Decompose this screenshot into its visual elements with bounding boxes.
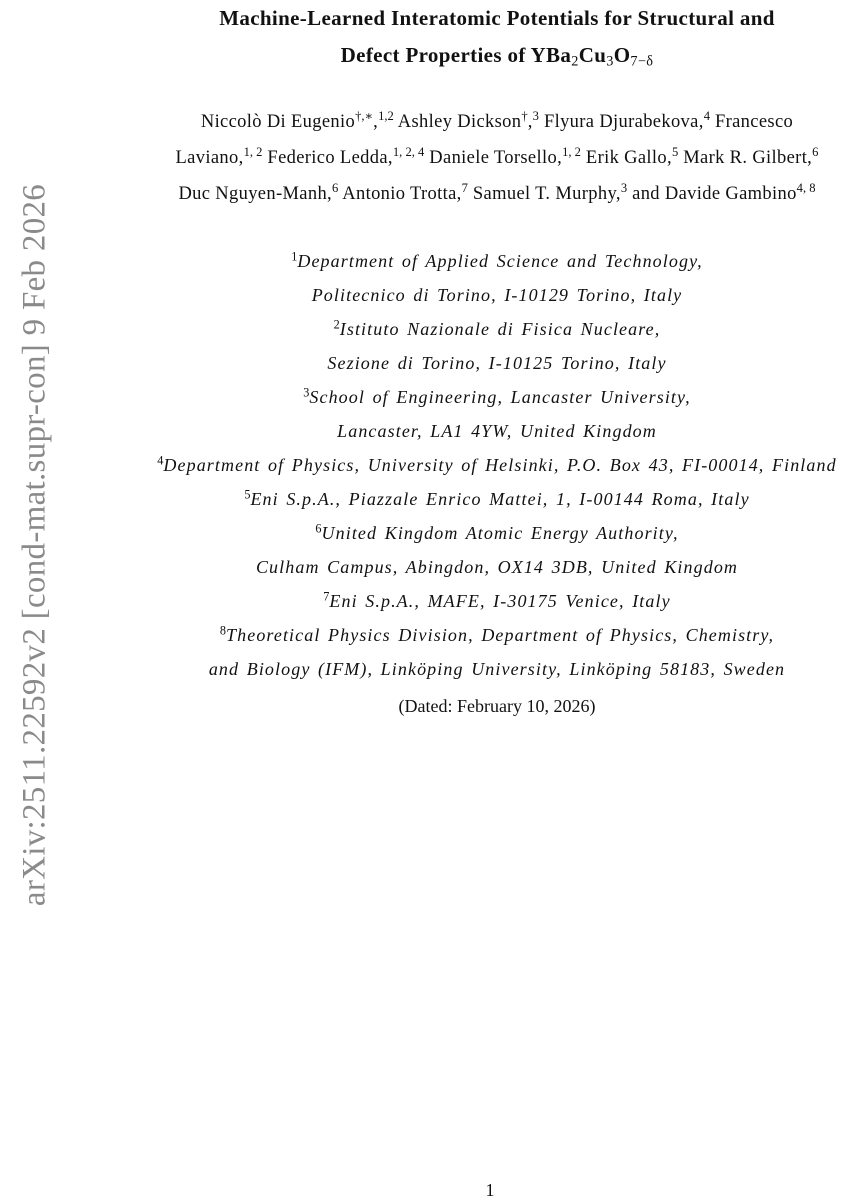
affiliation-line — [125, 618, 868, 652]
affiliation-text: and Biology (IFM), Linköping University, Linköping 58183, Sweden — [208, 659, 786, 679]
affiliation-number: 8 — [219, 623, 227, 638]
author-line — [125, 176, 868, 212]
affiliation-line — [125, 550, 868, 584]
affiliation-line — [125, 278, 868, 312]
author-line — [125, 140, 868, 176]
title-text: O — [613, 43, 631, 67]
affiliation-line — [125, 414, 868, 448]
author-affiliation-marks: 6 — [812, 145, 819, 160]
author-affiliation-marks: 4, 8 — [796, 181, 816, 196]
affiliation-number: 4 — [157, 453, 164, 468]
author-affiliation-marks: 6 — [332, 181, 339, 196]
author-name: Flyura Djurabekova, — [538, 112, 704, 132]
author-affiliation-marks: † — [521, 109, 528, 124]
affiliation-text: Sezione di Torino, I-10125 Torino, Italy — [327, 353, 667, 373]
affiliation-text: Lancaster, LA1 4YW, United Kingdom — [337, 421, 657, 441]
author-affiliation-marks: 4 — [703, 109, 710, 124]
author-name: Francesco — [710, 112, 794, 132]
affiliation-number: 3 — [303, 385, 310, 400]
title-text: Cu — [578, 43, 607, 67]
author-affiliation-marks: 1, 2, 4 — [392, 145, 425, 160]
affiliation-line — [125, 584, 868, 618]
page-number: 1 — [485, 1180, 495, 1200]
affiliation-number: 1 — [291, 249, 298, 264]
author-name: and Davide Gambino — [627, 184, 797, 204]
affiliation-list — [125, 244, 868, 686]
author-name: Antonio Trotta, — [338, 184, 462, 204]
affiliation-text: School of Engineering, Lancaster University, — [309, 387, 691, 407]
author-name: Niccolò Di Eugenio — [200, 112, 356, 132]
arxiv-identifier-stamp: arXiv:2511.22592v2 [cond-mat.supr-con] 9 Feb 2026 — [16, 183, 53, 907]
author-name: , — [527, 112, 533, 132]
author-name: Duc Nguyen-Manh, — [178, 184, 333, 204]
affiliation-text: Theoretical Physics Division, Department of Physics, Chemistry, — [226, 625, 775, 645]
author-affiliation-marks: 7 — [461, 181, 468, 196]
paper-title — [125, 0, 868, 74]
affiliation-line — [125, 516, 868, 550]
affiliation-text: Istituto Nazionale di Fisica Nucleare, — [339, 319, 661, 339]
affiliation-number: 5 — [244, 487, 251, 502]
subscript: 2 — [571, 53, 579, 70]
affiliation-line — [125, 482, 868, 516]
author-name: Daniele Torsello, — [424, 148, 563, 168]
affiliation-line — [125, 346, 868, 380]
author-line — [125, 104, 868, 140]
author-affiliation-marks: 3 — [620, 181, 628, 196]
author-list — [125, 104, 868, 212]
affiliation-line — [125, 448, 868, 482]
author-affiliation-marks: 1, 2 — [243, 145, 263, 160]
affiliation-line — [125, 380, 868, 414]
affiliation-text: Eni S.p.A., MAFE, I-30175 Venice, Italy — [329, 591, 671, 611]
affiliation-number: 6 — [315, 521, 322, 536]
author-affiliation-marks: 5 — [671, 145, 679, 160]
affiliation-line — [125, 312, 868, 346]
author-affiliation-marks: 3 — [532, 109, 539, 124]
affiliation-number: 2 — [333, 317, 340, 332]
affiliation-text: Eni S.p.A., Piazzale Enrico Mattei, 1, I-00144 Roma, Italy — [250, 489, 750, 509]
affiliation-text: Department of Physics, University of Helsinki, P.O. Box 43, FI-00014, Finland — [163, 455, 837, 475]
subscript: 7−δ — [630, 53, 654, 70]
affiliation-text: United Kingdom Atomic Energy Authority, — [321, 523, 679, 543]
affiliation-line — [125, 244, 868, 278]
author-name: Samuel T. Murphy, — [467, 184, 621, 204]
author-name: Erik Gallo, — [580, 148, 672, 168]
subscript: 3 — [606, 53, 614, 70]
author-name: Laviano, — [175, 148, 244, 168]
affiliation-text: Politecnico di Torino, I-10129 Torino, Italy — [311, 285, 683, 305]
author-name: Ashley Dickson — [393, 112, 522, 132]
author-affiliation-marks: 1,2 — [378, 109, 394, 124]
date-line: (Dated: February 10, 2026) — [398, 696, 596, 716]
title-line-1: Machine-Learned Interatomic Potentials for Structural and — [219, 6, 775, 30]
affiliation-text: Department of Applied Science and Technology, — [297, 251, 703, 271]
author-name: Federico Ledda, — [262, 148, 393, 168]
affiliation-text: Culham Campus, Abingdon, OX14 3DB, United Kingdom — [255, 557, 739, 577]
title-text: Defect Properties of YBa — [340, 43, 572, 67]
affiliation-number: 7 — [323, 589, 330, 604]
author-name: Mark R. Gilbert, — [678, 148, 813, 168]
affiliation-line — [125, 652, 868, 686]
title-line-2 — [125, 37, 868, 74]
author-affiliation-marks: 1, 2 — [562, 145, 581, 160]
author-name: , — [373, 112, 379, 132]
author-affiliation-marks: †,∗ — [355, 109, 374, 124]
